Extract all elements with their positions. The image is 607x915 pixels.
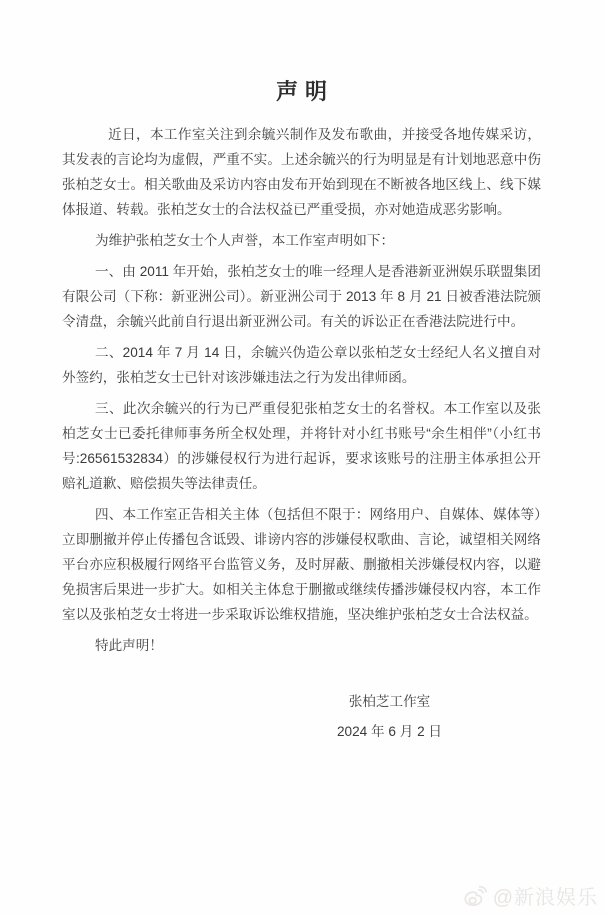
page-background	[0, 80, 607, 915]
paragraph-point-4: 四、本工作室正告相关主体（包括但不限于：网络用户、自媒体、媒体等）立即删撤并停止传播包含诋毁、诽谤内容的涉嫌侵权歌曲、言论，诚望相关网络平台亦应积极履行网络平台监管义务，及时屏蔽、删撤相关涉嫌侵权内容，以避免损害后果进一步扩大。如相关主体怠于删撤或继续传播涉嫌侵权内容，本工作室以及张柏芝女士将进一步采取诉讼维权措施，坚决维护张柏芝女士合法权益。	[62, 507, 541, 622]
signature-name: 张柏芝工作室	[348, 694, 431, 709]
document-title: 声明	[275, 79, 334, 104]
signature-block	[150, 689, 607, 744]
paragraph-point-3: 三、此次余毓兴的行为已严重侵犯张柏芝女士的名誉权。本工作室以及张柏芝女士已委托律师事务所全权处理，并将针对小红书账号“余生相伴”（小红书号:26561532834）的涉嫌侵权行为进行起诉，要求该账号的注册主体承担公开赔礼道歉、赔偿损失等法律责任。	[62, 401, 541, 491]
paragraph-point-1: 一、由 2011 年开始，张柏芝女士的唯一经理人是香港新亚洲娱乐联盟集团有限公司（下称：新亚洲公司）。新亚洲公司于 2013 年 8 月 21 日被香港法院颁令清盘，余毓兴此前自行退出新亚洲公司。有关的诉讼正在香港法院进行中。	[62, 264, 541, 329]
signature-date: 2024 年 6 月 2 日	[336, 724, 443, 739]
paragraph-intro: 近日，本工作室关注到余毓兴制作及发布歌曲，并接受各地传媒采访，其发表的言论均为虚假，严重不实。上述余毓兴的行为明显是有计划地恶意中伤张柏芝女士。相关歌曲及采访内容由发布开始到现在不断被各地区线上、线下媒体报道、转载。张柏芝女士的合法权益已严重受损，亦对她造成恶劣影响。	[62, 127, 541, 217]
closing-line: 特此声明！	[95, 638, 163, 653]
paragraph-lead-in: 为维护张柏芝女士个人声誉，本工作室声明如下：	[95, 233, 395, 248]
statement-document	[0, 80, 607, 744]
weibo-icon	[463, 885, 488, 910]
paragraph-point-2: 二、2014 年 7 月 14 日，余毓兴伪造公章以张柏芝女士经纪人名义擅自对外签约，张柏芝女士已针对该涉嫌违法之行为发出律师函。	[62, 345, 541, 385]
watermark-text: @新浪娱乐	[492, 886, 598, 909]
watermark	[463, 885, 598, 910]
